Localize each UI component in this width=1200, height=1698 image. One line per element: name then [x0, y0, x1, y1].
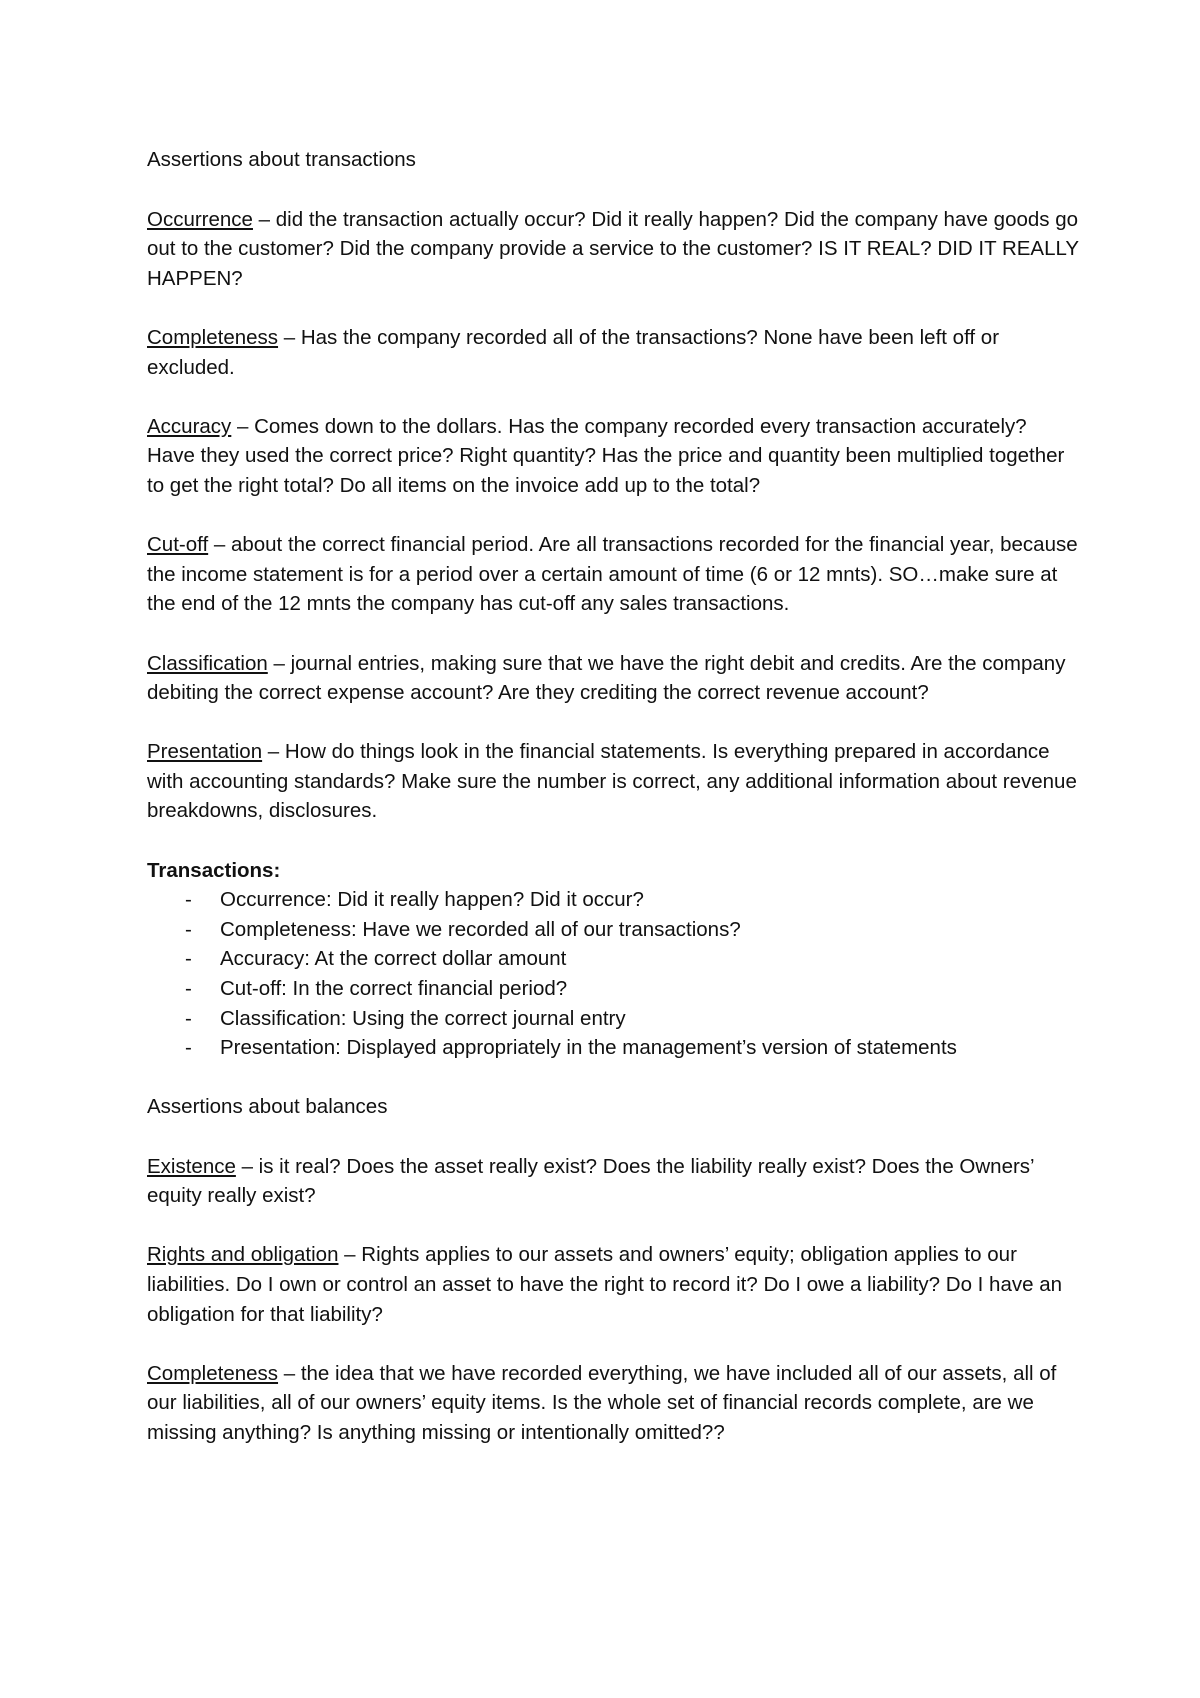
term-presentation: Presentation [147, 740, 263, 764]
paragraph-presentation [147, 737, 1080, 826]
list-item-text: Presentation: Displayed appropriately in the management’s version of statements [220, 1036, 957, 1060]
paragraph-occurrence [147, 205, 1080, 294]
term-rights-and-obligation: Rights and obligation [147, 1243, 339, 1267]
term-existence: Existence [147, 1154, 236, 1178]
summary-list [147, 885, 1080, 1063]
dash-bullet: - [185, 947, 192, 971]
definition-presentation: – How do things look in the financial statements. Is everything prepared in accordance with accounting standards? Make sure the number is correct, any additional information about revenue breakdowns, disclosures. [147, 740, 1077, 823]
section-heading-balances: Assertions about balances [147, 1095, 388, 1119]
term-occurrence: Occurrence [147, 207, 253, 231]
paragraph-rights-and-obligation [147, 1240, 1080, 1329]
definition-cut-off: – about the correct financial period. Are all transactions recorded for the financial year, because the income statement is for a period over a certain amount of time (6 or 12 mnts). SO…make sure at the end of the 12 mnts the company has cut-off any sales transactions. [147, 533, 1078, 616]
dash-bullet: - [185, 888, 192, 912]
list-item-text: Accuracy: At the correct dollar amount [220, 947, 567, 971]
list-item [147, 1033, 1080, 1063]
definition-occurrence: – did the transaction actually occur? Did it really happen? Did the company have goods go out to the customer? Did the company provide a service to the customer? IS IT REAL? DID IT REALLY HAPPEN? [147, 207, 1079, 290]
list-item [147, 1004, 1080, 1034]
paragraph-cut-off [147, 530, 1080, 619]
definition-balance-completeness: – the idea that we have recorded everything, we have included all of our assets, all of our liabilities, all of our owners’ equity items. Is the whole set of financial records complete, are we missing anything? Is anything missing or intentionally omitted?? [147, 1361, 1057, 1444]
term-classification: Classification [147, 651, 268, 675]
paragraph-completeness [147, 323, 1080, 382]
list-item [147, 974, 1080, 1004]
term-completeness: Completeness [147, 325, 279, 349]
list-item-text: Completeness: Have we recorded all of our transactions? [220, 917, 741, 941]
paragraph-existence [147, 1152, 1080, 1211]
list-item [147, 885, 1080, 915]
list-item-text: Classification: Using the correct journal entry [220, 1006, 626, 1030]
term-accuracy: Accuracy [147, 414, 232, 438]
definition-accuracy: – Comes down to the dollars. Has the company recorded every transaction accurately? Have they used the correct price? Right quantity? Has the price and quantity been multiplied together to get the right total? Do all items on the invoice add up to the total? [147, 414, 1065, 497]
list-item [147, 944, 1080, 974]
dash-bullet: - [185, 1006, 192, 1030]
dash-bullet: - [185, 1036, 192, 1060]
definition-rights-and-obligation: – Rights applies to our assets and owners’ equity; obligation applies to our liabilities. Do I own or control an asset to have the right to record it? Do I owe a liability? Do I have an obligation for that liability? [147, 1243, 1063, 1326]
term-balance-completeness: Completeness [147, 1361, 279, 1385]
definition-existence: – is it real? Does the asset really exist? Does the liability really exist? Does the Owners’ equity really exist? [147, 1154, 1034, 1208]
definition-classification: – journal entries, making sure that we have the right debit and credits. Are the company debiting the correct expense account? Are they crediting the correct revenue account? [147, 651, 1066, 705]
dash-bullet: - [185, 977, 192, 1001]
term-cut-off: Cut-off [147, 533, 209, 557]
paragraph-accuracy [147, 412, 1080, 501]
summary-title: Transactions: [147, 858, 281, 882]
paragraph-classification [147, 649, 1080, 708]
definition-completeness: – Has the company recorded all of the transactions? None have been left off or excluded. [147, 325, 1000, 379]
list-item [147, 915, 1080, 945]
list-item-text: Occurrence: Did it really happen? Did it occur? [220, 888, 644, 912]
section-heading-transactions: Assertions about transactions [147, 148, 416, 171]
dash-bullet: - [185, 917, 192, 941]
paragraph-balance-completeness [147, 1359, 1080, 1448]
list-item-text: Cut-off: In the correct financial period? [220, 977, 568, 1001]
